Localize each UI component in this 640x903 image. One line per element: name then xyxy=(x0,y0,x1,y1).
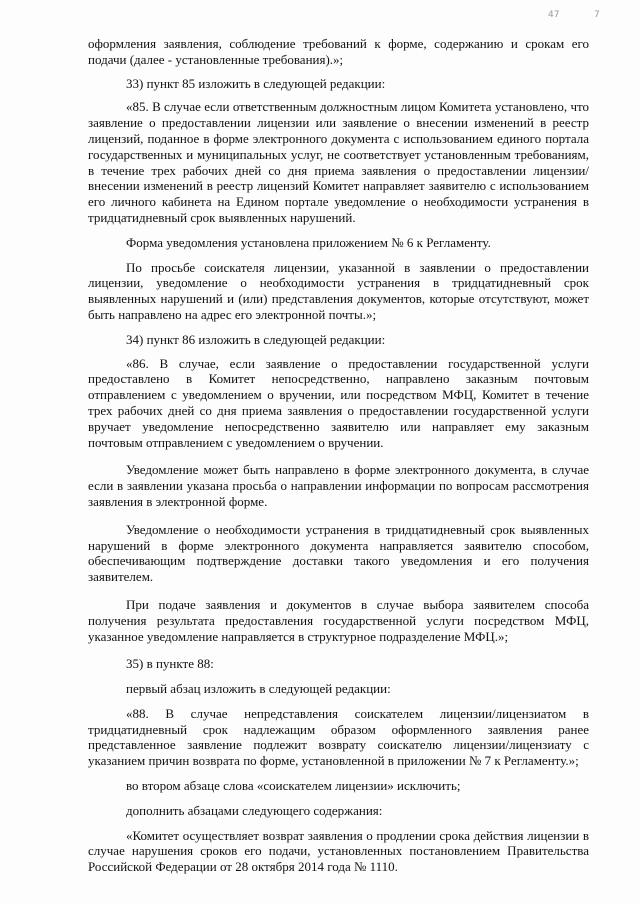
paragraph-item-34: 34) пункт 86 изложить в следующей редакции: xyxy=(126,331,386,347)
paragraph-second-abzac: во втором абзаце слова «соискателем лицензии» исключить; xyxy=(126,778,461,794)
paragraph-item-33: 33) пункт 85 изложить в следующей редакции: xyxy=(126,75,386,91)
paragraph-electronic-notice: Уведомление может быть направлено в форме электронного документа, в случае если в заявлении указана просьба о направлении информации по вопросам рассмотрения заявления в электронной форме. xyxy=(88,462,589,509)
paragraph-mfc-notice: При подаче заявления и документов в случае выбора заявителем способа получения результата предоставления государственной услуги посредством МФЦ, указанное уведомление направляется в структурное подразделение МФЦ.»; xyxy=(88,596,589,644)
paragraph-delivery-confirmation: Уведомление о необходимости устранения в тридцатидневный срок выявленных нарушений в форме электронного документа направляется заявителю способом, обеспечивающим подтверждение доставки такого уведомления и его получения заявителем. xyxy=(88,521,589,585)
paragraph-form-note: Форма уведомления установлена приложением № 6 к Регламенту. xyxy=(126,234,491,250)
paragraph-return-application: «Комитет осуществляет возврат заявления о продлении срока действия лицензии в случае нарушения сроков его подачи, установленных постановлением Правительства Российской Федерации от 28 октября 2014 года № 1110. xyxy=(88,827,589,875)
paragraph-add-abzacs: дополнить абзацами следующего содержания: xyxy=(126,802,383,818)
scan-mark-b: 7 xyxy=(594,10,600,20)
paragraph-clause-88: «88. В случае непредставления соискателем лицензии/лицензиатом в тридцатидневный срок надлежащим образом оформленного заявления ранее представленное заявление подлежит возврату соискателю лицензии/лицензиату с указанием причин возврата по форме, установленной в приложении № 7 к Регламенту.»; xyxy=(88,705,589,769)
document-body xyxy=(88,36,589,875)
paragraph-continuation: оформления заявления, соблюдение требований к форме, содержанию и срокам его подачи (далее - установленные требования).»; xyxy=(88,36,589,67)
paragraph-clause-85: «85. В случае если ответственным должностным лицом Комитета установлено, что заявление о предоставлении лицензии или заявление о внесении изменений в реестр лицензий, поданное в форме электронного документа с использованием единого портала государственных и муниципальных услуг, не соответствует установленным требованиям, в течение трех рабочих дней со дня приема заявления о предоставлении лицензии/внесении изменений в реестр лицензий Комитет направляет заявителю с использованием его личного кабинета на Едином портале уведомление о необходимости устранения в тридцатидневный срок выявленных нарушений. xyxy=(88,99,589,225)
paragraph-first-abzac: первый абзац изложить в следующей редакции: xyxy=(126,681,391,697)
paragraph-clause-86: «86. В случае, если заявление о предоставлении государственной услуги предоставлено в Комитет непосредственно, направлено заказным почтовым отправлением с уведомлением о вручении, или посредством МФЦ, Комитет в течение трех рабочих дней со дня приема заявления о предоставлении государственной услуги вручает уведомление непосредственно заявителю или направляет ему заказным почтовым отправлением с уведомлением о вручении. xyxy=(88,355,589,450)
paragraph-email-request: По просьбе соискателя лицензии, указанной в заявлении о предоставлении лицензии, уведомление о необходимости устранения в тридцатидневный срок выявленных нарушений и (или) представления документов, которые отсутствуют, может быть направлено на адрес его электронной почты.»; xyxy=(88,259,589,322)
paragraph-item-35: 35) в пункте 88: xyxy=(126,656,214,672)
scan-mark-a: 47 xyxy=(548,10,560,20)
